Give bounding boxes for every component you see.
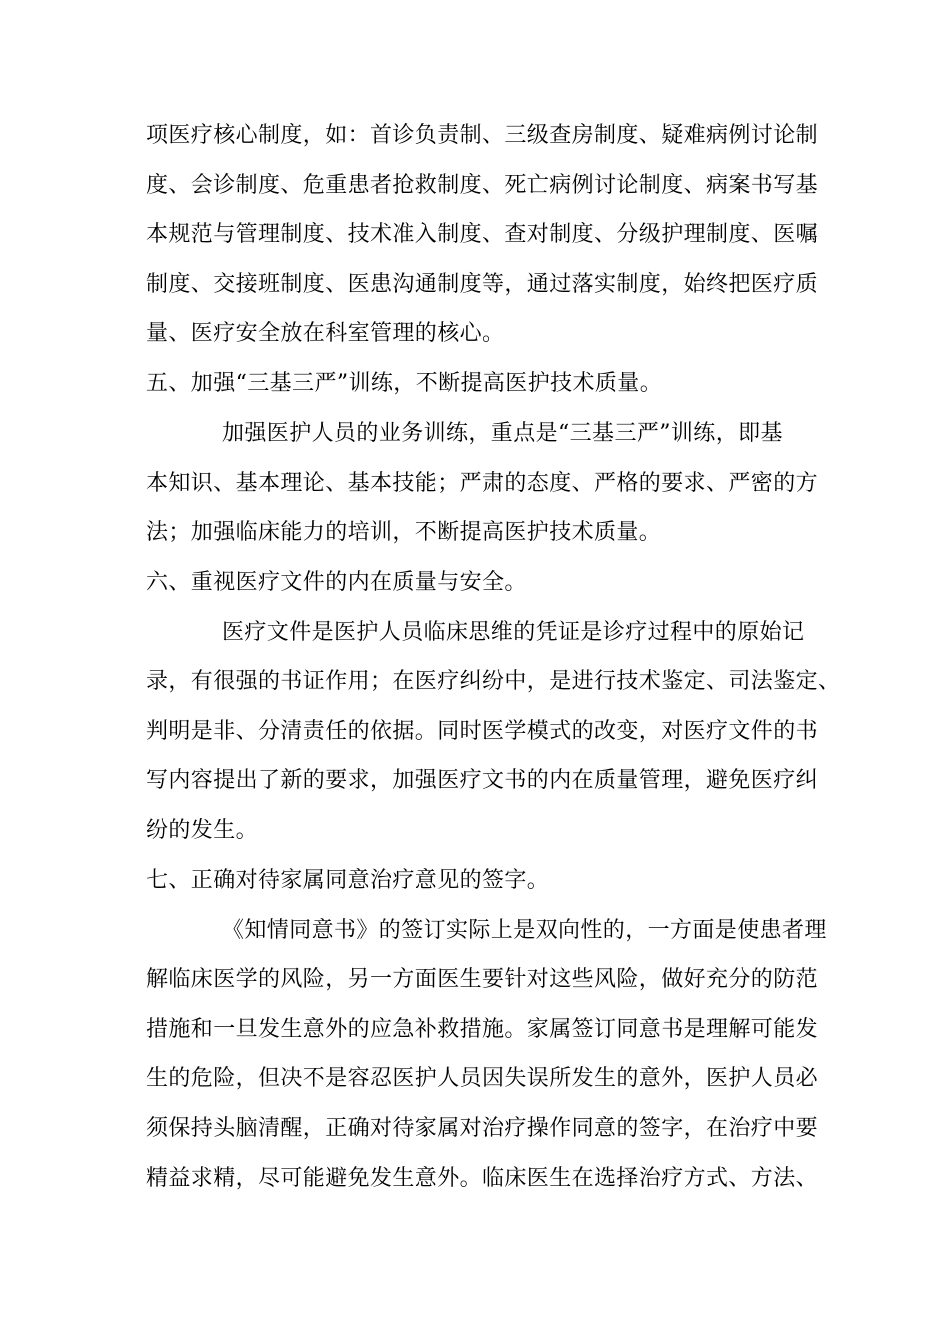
- paragraph-line: 须保持头脑清醒，正确对待家属对治疗操作同意的签字，在治疗中要: [146, 1116, 819, 1141]
- paragraph-line: 医疗文件是医护人员临床思维的凭证是诊疗过程中的原始记: [222, 620, 805, 645]
- paragraph-line: 解临床医学的风险，另一方面医生要针对这些风险，做好充分的防范: [146, 967, 819, 992]
- paragraph-line: 量、医疗安全放在科室管理的核心。: [146, 321, 505, 346]
- paragraph-line: 项医疗核心制度，如：首诊负责制、三级查房制度、疑难病例讨论制: [146, 123, 819, 148]
- section-heading-six: 六、重视医疗文件的内在质量与安全。: [146, 570, 527, 595]
- paragraph-line: 写内容提出了新的要求，加强医疗文书的内在质量管理，避免医疗纠: [146, 768, 819, 793]
- paragraph-line: 度、会诊制度、危重患者抢救制度、死亡病例讨论制度、病案书写基: [146, 173, 819, 198]
- paragraph-line: 生的危险，但决不是容忍医护人员因失误所发生的意外，医护人员必: [146, 1066, 819, 1091]
- paragraph-line: 纷的发生。: [146, 818, 259, 843]
- paragraph-line: 措施和一旦发生意外的应急补救措施。家属签订同意书是理解可能发: [146, 1017, 819, 1042]
- paragraph-line: 本规范与管理制度、技术准入制度、查对制度、分级护理制度、医嘱: [146, 222, 819, 247]
- section-heading-seven: 七、正确对待家属同意治疗意见的签字。: [146, 868, 550, 893]
- paragraph-line: 法；加强临床能力的培训，不断提高医护技术质量。: [146, 520, 662, 545]
- paragraph-line: 精益求精，尽可能避免发生意外。临床医生在选择治疗方式、方法、: [146, 1166, 819, 1191]
- section-heading-five: 五、加强“三基三严”训练，不断提高医护技术质量。: [146, 371, 663, 396]
- paragraph-line: 判明是非、分清责任的依据。同时医学模式的改变，对医疗文件的书: [146, 719, 819, 744]
- paragraph-line: 加强医护人员的业务训练，重点是“三基三严”训练，即基: [222, 421, 783, 446]
- paragraph-line: 本知识、基本理论、基本技能；严肃的态度、严格的要求、严密的方: [146, 471, 819, 496]
- paragraph-line: 《知情同意书》的签订实际上是双向性的，一方面是使患者理: [222, 918, 827, 943]
- paragraph-line: 录，有很强的书证作用；在医疗纠纷中，是进行技术鉴定、司法鉴定、: [146, 669, 841, 694]
- paragraph-line: 制度、交接班制度、医患沟通制度等，通过落实制度，始终把医疗质: [146, 272, 819, 297]
